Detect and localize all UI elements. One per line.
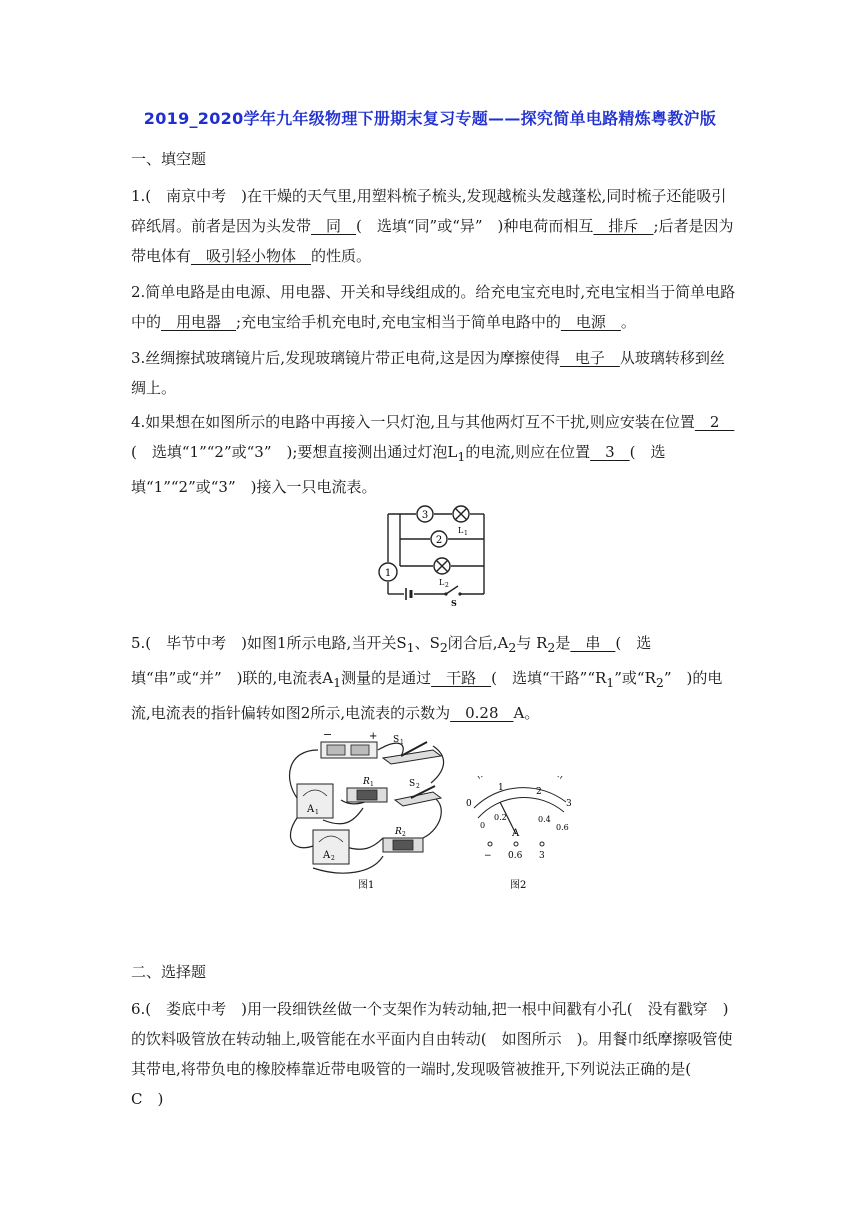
dial-bottom-label-1: 0.2 (494, 813, 507, 822)
section-fill-blank-heading: 一、填空题 (131, 150, 207, 168)
answer-blank: 同 (311, 217, 357, 235)
svg-text:1: 1 (370, 781, 374, 788)
answer-blank: 0.28 (450, 704, 514, 722)
ammeter-a2-label: A (323, 850, 331, 861)
dial-tick (479, 776, 482, 777)
answer-blank: 用电器 (161, 313, 237, 331)
page-title: 2019_2020学年九年级物理下册期末复习专题——探究简单电路精炼粤教沪版 (143, 109, 717, 128)
lamp-label-l2: L (439, 578, 445, 587)
terminal-0-6: 0.6 (508, 851, 523, 861)
question-4: 4.如果想在如图所示的电路中再接入一只灯泡,且与其他两灯互不干扰,则应安装在位置 2 ( 选填“1”“2”或“3” );要想直接测出通过灯泡$L_1$的电流,则应在位置 3 ( 选填“1”“2”或“3” )接入一只电流表。 (131, 413, 735, 496)
question-2: 2.简单电路是由电源、用电器、开关和导线组成的。给充电宝充电时,充电宝相当于简单电路中的 用电器 ;充电宝给手机充电时,充电宝相当于简单电路中的 电源 。 (131, 283, 736, 331)
ammeter-a1-label: A (307, 804, 315, 815)
question-1: 1.( 南京中考 )在干燥的天气里,用塑料梳子梳头,发现越梳头发越蓬松,同时梳子还能吸引碎纸屑。前者是因为头发带 同 ( 选填“同”或“异” )种电荷而相互 排斥 ;后者是因为带电体有 吸引轻小物体 的性质。 (131, 187, 734, 265)
answer-blank: 电子 (559, 349, 620, 367)
circuit-diagram-q4 (370, 500, 496, 610)
dial-top-label-1: 1 (498, 783, 504, 793)
question-6: 6.( 娄底中考 )用一段细铁丝做一个支架作为转动轴,把一根中间戳有小孔( 没有戳穿 )的饮料吸管放在转动轴上,吸管能在水平面内自由转动( 如图所示 )。用餐巾纸摩擦吸管使其带电,将带负电的橡胶棒靠近带电吸管的一端时,发现吸管被推开,下列说法正确的是( C ) (131, 1000, 733, 1108)
answer-blank: 排斥 (593, 217, 654, 235)
position-label-3: 3 (421, 510, 429, 521)
resistor-r1-label: R (363, 777, 370, 787)
switch-s2-label: S (409, 779, 416, 789)
question-3: 3.丝绸擦拭玻璃镜片后,发现玻璃镜片带正电荷,这是因为摩擦使得 电子 从玻璃转移到丝绸上。 (131, 349, 725, 397)
ammeter-dial-figure-2 (460, 776, 580, 894)
dial-bottom-label-3: 0.6 (556, 823, 569, 832)
dial-tick (473, 776, 480, 779)
svg-text:2: 2 (445, 582, 449, 589)
position-label-1: 1 (384, 568, 392, 579)
resistor-r2-label: R (395, 827, 402, 837)
question-5: 5.( 毕节中考 )如图1所示电路,当开关$S_1$、$S_2$闭合后$,A_2$与 $R_2$是 串 ( 选填“串”或“并” )联的,电流表$A_1$测量的是通过 干路 ( 选填“干路$”“R_1$”或“$R_2$” )的电流,电流表的指针偏转如图2所示,电流表的示数为 0.28 A。 (131, 634, 723, 722)
battery-plus: + (369, 731, 378, 742)
answer-blank: 2 (694, 413, 735, 431)
svg-text:2: 2 (416, 783, 420, 790)
dial-tick (560, 776, 567, 779)
dial-top-label-2: 2 (536, 787, 542, 797)
switch-label: S (451, 598, 457, 608)
switch-s1-label: S (393, 735, 400, 745)
terminal-3: 3 (539, 851, 545, 861)
dial-bottom-label-0: 0 (480, 821, 486, 830)
figure-2-caption: 图2 (510, 880, 527, 891)
svg-text:2: 2 (402, 831, 406, 838)
terminal-minus: − (484, 851, 492, 861)
dial-top-label-0: 0 (466, 799, 472, 809)
dial-top-label-3: 3 (566, 799, 572, 809)
answer-choice: C (131, 1090, 143, 1108)
answer-blank: 干路 (431, 669, 492, 687)
battery-minus: − (323, 728, 333, 741)
dial-tick (558, 776, 561, 777)
answer-blank: 电源 (560, 313, 621, 331)
position-label-2: 2 (435, 535, 443, 546)
lamp-label-l1: L (458, 526, 464, 535)
svg-text:1: 1 (400, 739, 404, 746)
svg-text:1: 1 (315, 809, 319, 816)
answer-blank: 串 (570, 634, 616, 652)
svg-text:2: 2 (331, 855, 335, 862)
answer-blank: 3 (590, 443, 630, 461)
circuit-figure-1 (283, 728, 458, 894)
dial-unit-label: A (512, 828, 520, 839)
figure-1-caption: 图1 (358, 880, 375, 891)
svg-text:1: 1 (464, 530, 468, 537)
dial-bottom-label-2: 0.4 (538, 815, 551, 824)
answer-blank: 吸引轻小物体 (191, 247, 312, 265)
section-choice-heading: 二、选择题 (131, 963, 207, 981)
